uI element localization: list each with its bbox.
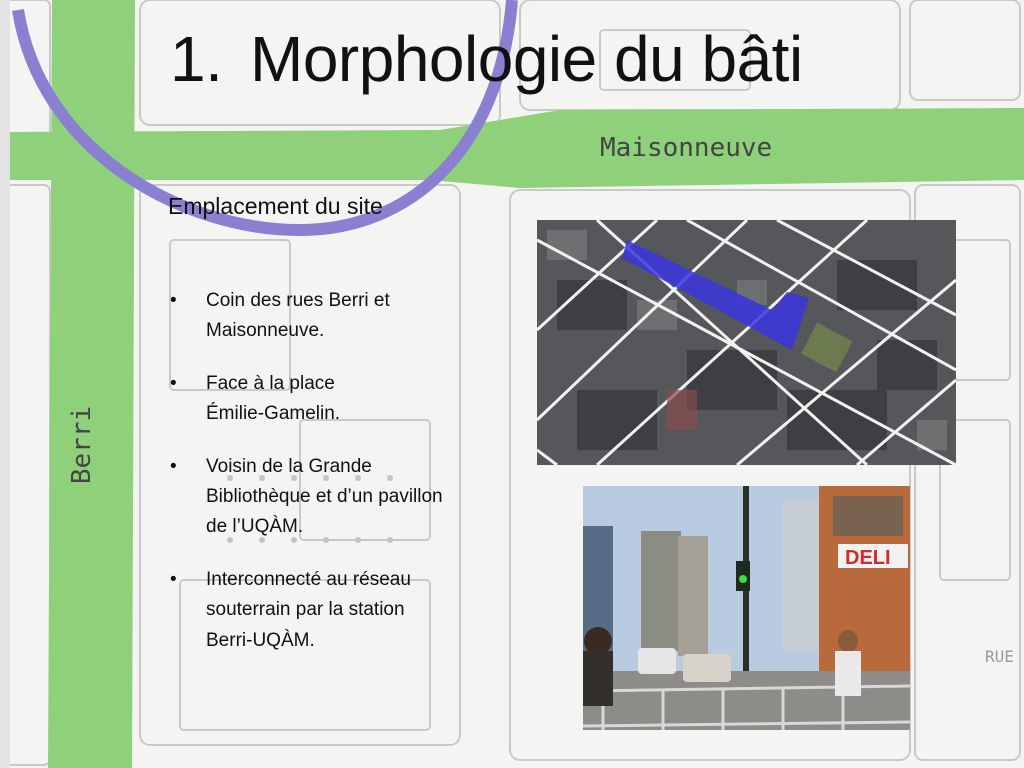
- bullet-line: Bibliothèque et d’un pavillon: [206, 485, 443, 507]
- section-subtitle: Emplacement du site: [168, 193, 383, 219]
- bullet-item: [168, 565, 498, 656]
- aerial-photo: [537, 220, 956, 465]
- street-label-maisonneuve: Maisonneuve: [600, 133, 773, 163]
- bullet-line: • Voisin de la Grande: [206, 455, 372, 477]
- deli-sign: DELI: [845, 547, 891, 569]
- bullet-line: • Face à la place: [206, 372, 335, 394]
- title-text: Morphologie du bâti: [250, 23, 803, 95]
- bullet-line: • Interconnecté au réseau: [206, 568, 411, 590]
- bullet-item: [168, 452, 498, 543]
- map-label-rue: RUE: [985, 647, 1014, 666]
- bullet-line: souterrain par la station: [206, 599, 405, 621]
- street-label-berri: Berri: [67, 405, 97, 485]
- bullet-list: [168, 286, 498, 678]
- bullet-line: • Coin des rues Berri et: [206, 290, 390, 311]
- street-photo: [583, 486, 910, 730]
- title-number: 1.: [170, 23, 223, 95]
- bullet-line: de l’UQÀM.: [206, 516, 304, 538]
- bullet-line: Berri-UQÀM.: [206, 629, 315, 651]
- page-title: [170, 22, 803, 96]
- bullet-item: [168, 286, 498, 347]
- bullet-item: [168, 369, 498, 430]
- bullet-line: Maisonneuve.: [206, 320, 325, 342]
- bullet-line: Émilie-Gamelin.: [206, 403, 341, 425]
